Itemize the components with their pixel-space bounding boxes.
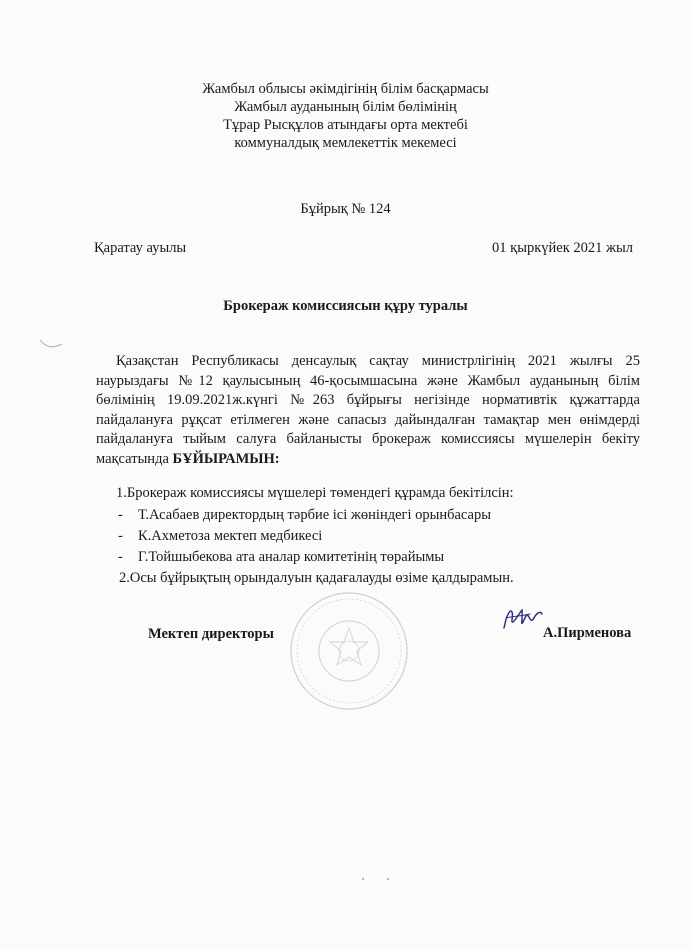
member-text: К.Ахметоза мектеп медбикесі <box>138 528 323 544</box>
order-date: 01 қыркүйек 2021 жыл <box>492 240 633 256</box>
organization-header <box>0 80 691 152</box>
header-line-2: Жамбыл ауданының білім бөлімінің <box>234 99 457 115</box>
decree-word: БҰЙЫРАМЫН: <box>172 450 280 467</box>
scan-mark-icon <box>38 336 64 350</box>
clause-1: 1.Брокераж комиссиясы мүшелері төмендегі құрамда бекітілсін: <box>116 485 514 501</box>
list-item <box>96 547 491 568</box>
official-seal-icon <box>288 590 410 712</box>
bullet-dash: - <box>118 549 123 565</box>
list-item <box>96 526 491 547</box>
scan-dot-icon <box>385 876 391 882</box>
signatory-role: Мектеп директоры <box>148 626 274 642</box>
member-text: Т.Асабаев директордың тәрбие ісі жөніндегі орынбасары <box>138 507 491 523</box>
preamble-text: Қазақстан Республикасы денсаулық сақтау министрлігінің 2021 жылғы 25 наурыздағы №12 қаулысының 46-қосымшасына және Жамбыл ауданының білім бөлімінің 19.09.2021ж.күнгі №263 бұйрығы негізінде нормативтік құжаттарда пайдалануға рұқсат етілмеген және сапасыз дайындалған тамақтар мен өнімдерді пайдалануға тыйым салуға байланысты брокераж комиссиясы мүшелерін бекіту мақсатында <box>96 353 640 467</box>
scan-dot-icon <box>360 876 366 882</box>
header-line-4: коммуналдық мемлекеттік мекемесі <box>234 135 457 151</box>
handwritten-signature-icon <box>500 602 546 636</box>
preamble-paragraph <box>96 352 640 470</box>
document-title: Брокераж комиссиясын құру туралы <box>223 298 468 314</box>
bullet-dash: - <box>118 528 123 544</box>
list-item <box>96 505 491 526</box>
header-line-3: Тұрар Рысқұлов атындағы орта мектебі <box>223 117 468 133</box>
place-name: Қаратау ауылы <box>94 240 187 256</box>
order-number: Бұйрық № 124 <box>300 201 391 217</box>
header-line-1: Жамбыл облысы әкімдігінің білім басқармасы <box>202 81 489 97</box>
member-text: Г.Тойшыбекова ата аналар комитетінің төрайымы <box>138 549 445 565</box>
signatory-name: А.Пирменова <box>543 625 632 641</box>
clause-2: 2.Осы бұйрықтың орындалуын қадағалауды өзіме қалдырамын. <box>119 570 514 586</box>
commission-members-list <box>96 505 491 568</box>
bullet-dash: - <box>118 507 123 523</box>
